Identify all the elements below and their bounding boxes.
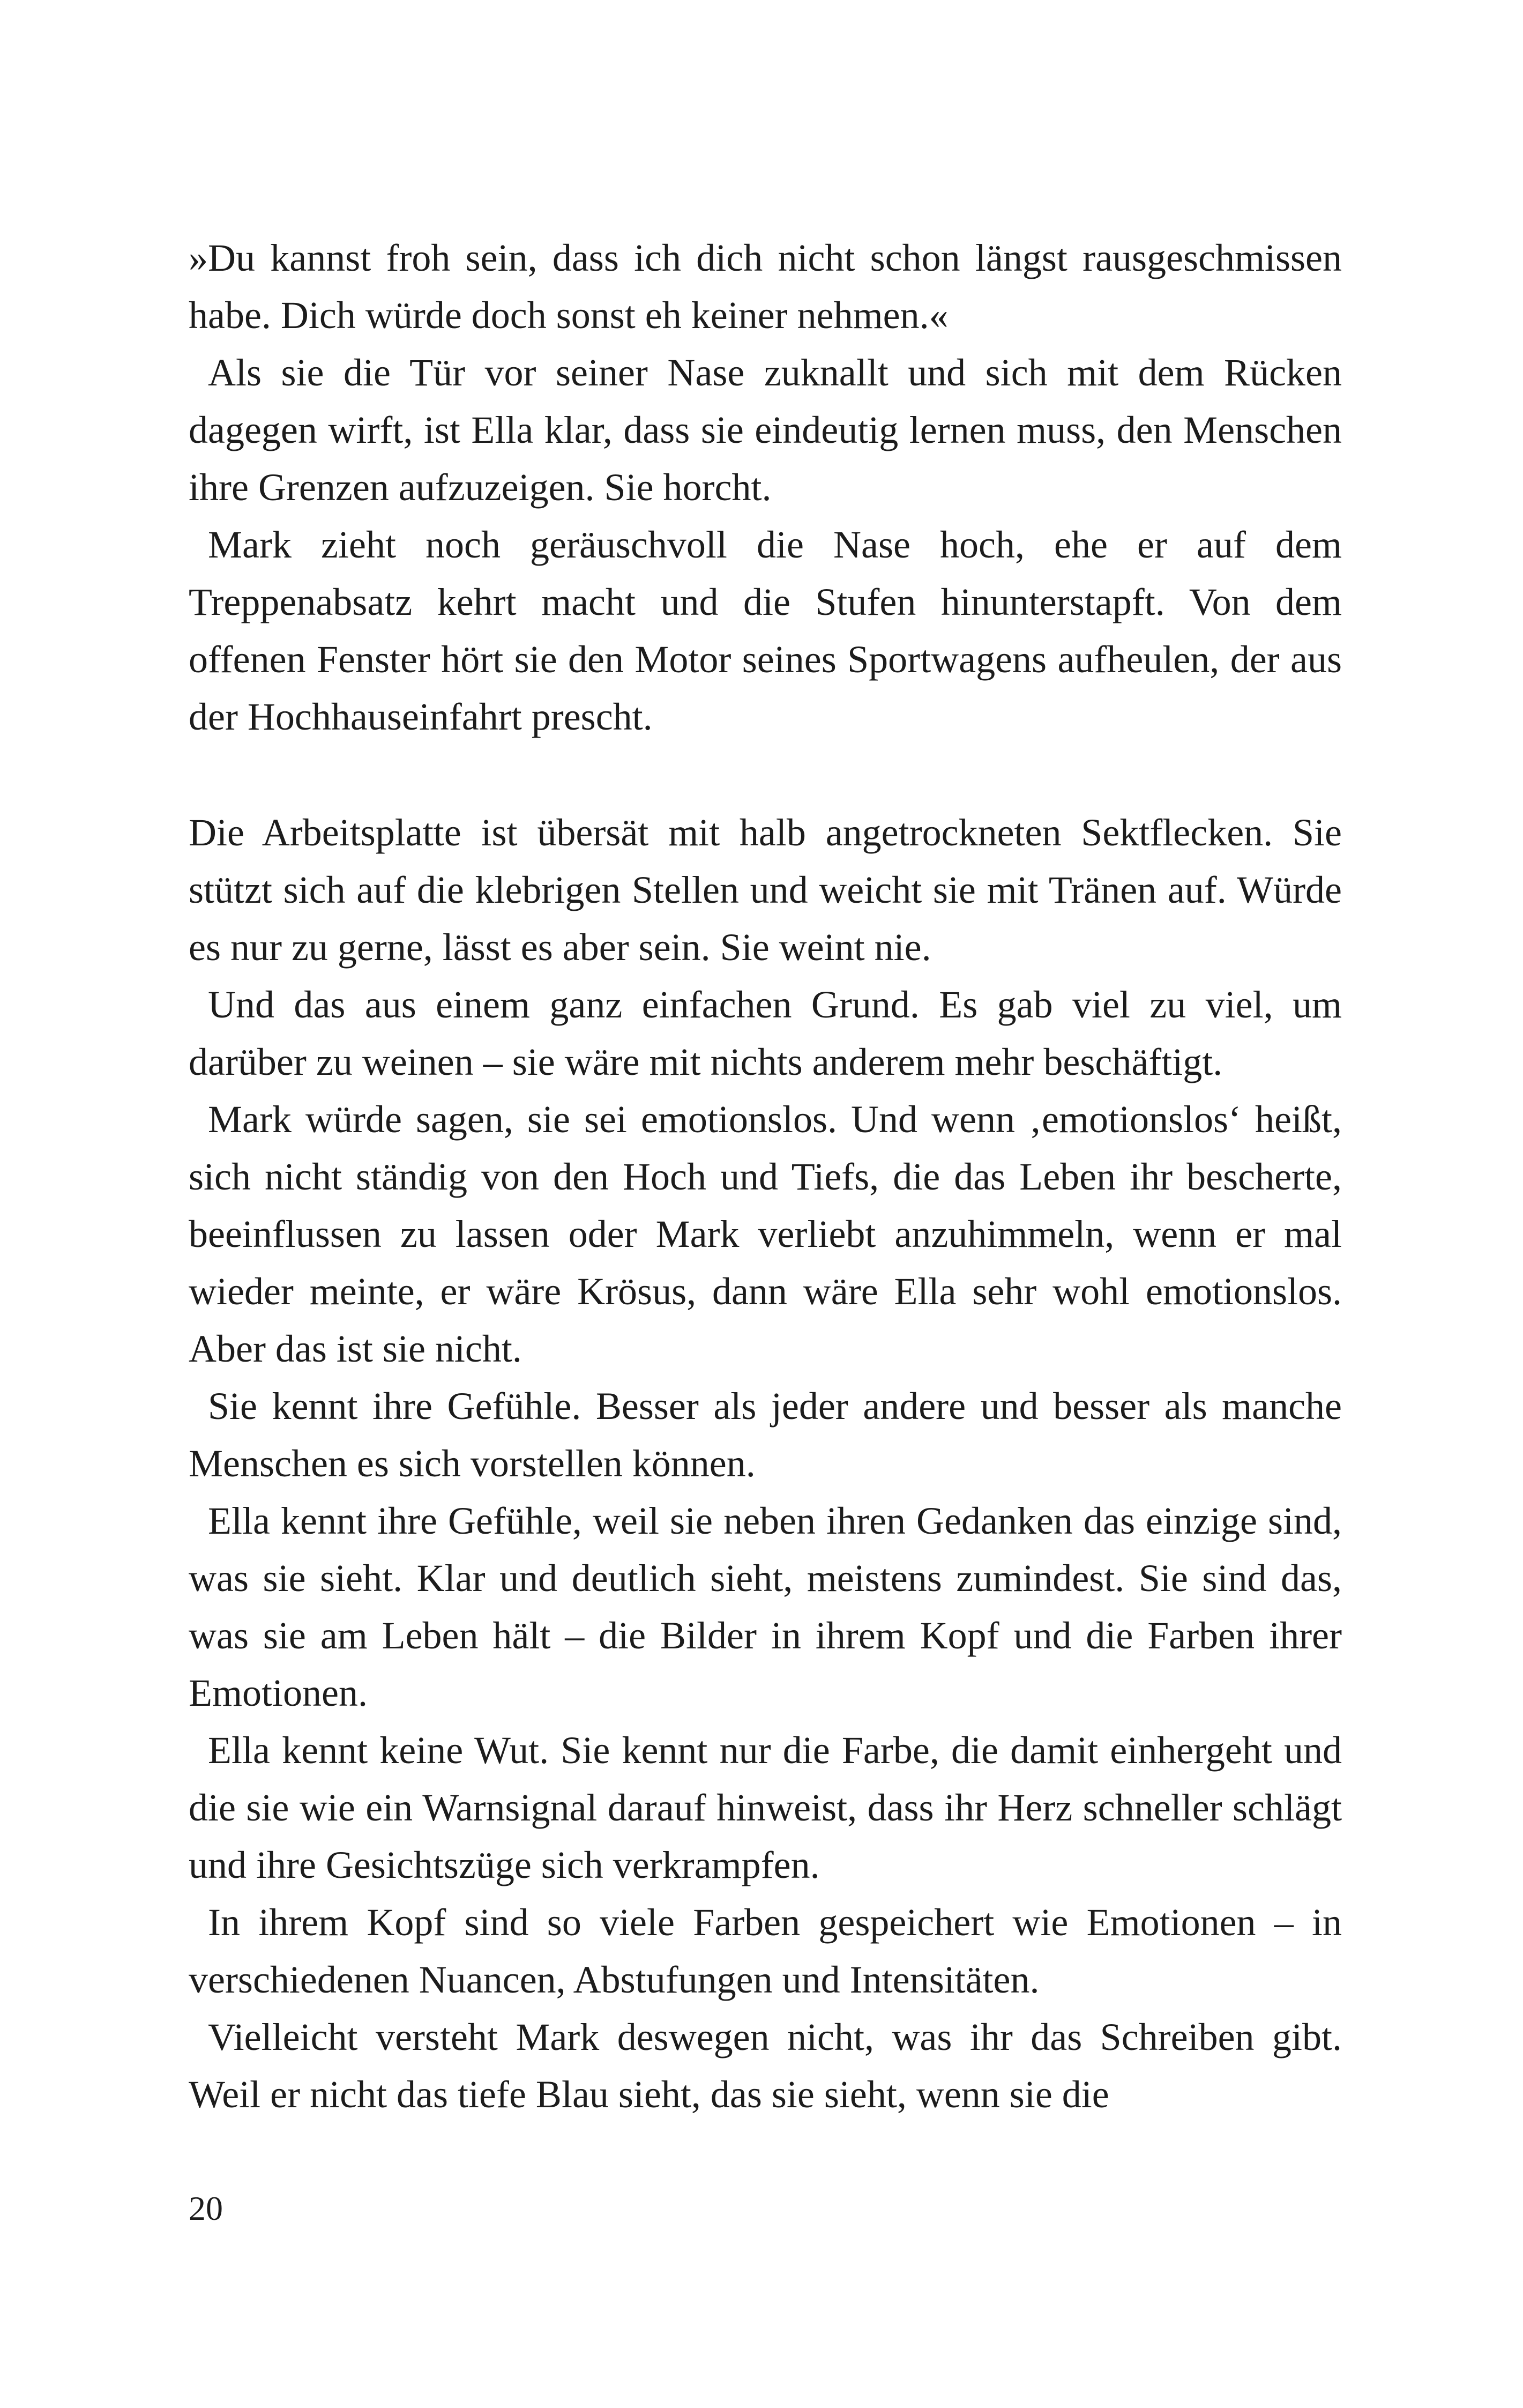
paragraph: Mark zieht noch geräuschvoll die Nase hoch, ehe er auf dem Treppenabsatz kehrt macht und die Stufen hinunterstapft. Von dem offenen Fenster hört sie den Motor seines Sportwagens aufheulen, der aus der Hochhauseinfahrt prescht. (189, 523, 1342, 738)
text-section-1 (189, 229, 1342, 746)
page-number: 20 (189, 2189, 223, 2227)
paragraph: Sie kennt ihre Gefühle. Besser als jeder andere und besser als manche Menschen es sich vorstellen können. (189, 1385, 1342, 1485)
paragraph: Ella kennt keine Wut. Sie kennt nur die Farbe, die damit einhergeht und die sie wie ein Warnsignal darauf hinweist, dass ihr Herz schneller schlägt und ihre Gesichtszüge sich verkrampfen. (189, 1729, 1342, 1886)
paragraph: »Du kannst froh sein, dass ich dich nicht schon längst rausgeschmissen habe. Dich würde doch sonst eh keiner nehmen.« (189, 236, 1342, 337)
paragraph: Die Arbeitsplatte ist übersät mit halb angetrockneten Sektflecken. Sie stützt sich auf die klebrigen Stellen und weicht sie mit Tränen auf. Würde es nur zu gerne, lässt es aber sein. Sie weint nie. (189, 811, 1342, 969)
paragraph: In ihrem Kopf sind so viele Farben gespeichert wie Emotionen – in verschiedenen Nuancen, Abstufungen und Intensitäten. (189, 1901, 1342, 2001)
text-section-2 (189, 804, 1342, 2123)
paragraph: Und das aus einem ganz einfachen Grund. Es gab viel zu viel, um darüber zu weinen – sie wäre mit nichts anderem mehr beschäftigt. (189, 983, 1342, 1083)
paragraph: Ella kennt ihre Gefühle, weil sie neben ihren Gedanken das einzige sind, was sie sieht. Klar und deutlich sieht, meistens zumindest. Sie sind das, was sie am Leben hält – die Bilder in ihrem Kopf und die Farben ihrer Emotionen. (189, 1499, 1342, 1714)
paragraph: Als sie die Tür vor seiner Nase zuknallt und sich mit dem Rücken dagegen wirft, ist Ella klar, dass sie eindeutig lernen muss, den Menschen ihre Grenzen aufzuzeigen. Sie horcht. (189, 351, 1342, 509)
paragraph: Vielleicht versteht Mark deswegen nicht, was ihr das Schreiben gibt. Weil er nicht das tiefe Blau sieht, das sie sieht, wenn sie die (189, 2016, 1342, 2116)
paragraph: Mark würde sagen, sie sei emotionslos. Und wenn ‚emotionslos‘ heißt, sich nicht ständig von den Hoch und Tiefs, die das Leben ihr bescherte, beeinflussen zu lassen oder Mark verliebt anzuhimmeln, wenn er mal wieder meinte, er wäre Krösus, dann wäre Ella sehr wohl emotionslos. Aber das ist sie nicht. (189, 1098, 1342, 1370)
